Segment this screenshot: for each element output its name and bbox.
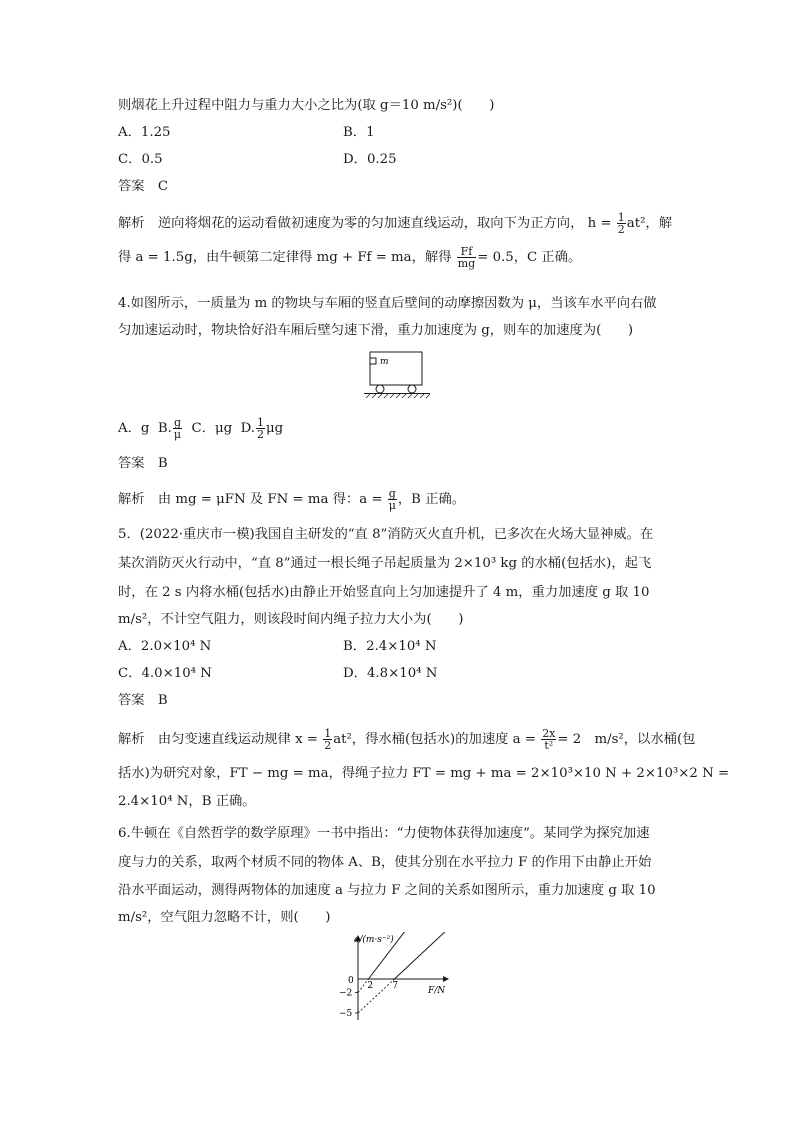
q3-exp-text2-tail: = 0.5，C 正确。 xyxy=(477,250,582,265)
q3-option-b: B．1 xyxy=(343,125,375,140)
q3-explanation-line1 xyxy=(118,212,672,235)
q5-stem-line1: 5．(2022·重庆市一模)我国自主研发的“直 8”消防灭火直升机，已多次在火场大显神威。在 xyxy=(118,527,654,542)
q3-option-a: A．1.25 xyxy=(118,125,171,140)
q5-answer: 答案 B xyxy=(118,693,168,708)
origin-label: 0 xyxy=(348,976,354,986)
series-a-line xyxy=(394,932,456,979)
q4-option-c: C．μg xyxy=(191,421,233,436)
wheel-rear xyxy=(376,385,384,393)
q4-stem-line2: 匀加速运动时，物块恰好沿车厢后壁匀速下滑，重力加速度为 g，则车的加速度为( ) xyxy=(118,323,634,338)
frac-denominator: μ xyxy=(388,499,396,512)
frac-numerator: 2x xyxy=(542,727,556,740)
frac-denominator: 2 xyxy=(324,739,332,752)
q3-exp-text-tail: at²，解 xyxy=(626,216,672,231)
block xyxy=(370,358,376,364)
y-axis-label: a/(m·s⁻²) xyxy=(354,935,394,945)
frac-numerator: Ff xyxy=(457,246,476,258)
q3-exp-fraction xyxy=(617,212,626,235)
q3-exp-h: h = xyxy=(587,216,612,231)
q5-option-a: A．2.0×10⁴ N xyxy=(118,639,212,654)
frac-numerator: g xyxy=(388,487,396,500)
frac-denominator: 2 xyxy=(617,223,625,236)
q5-option-d: D．4.8×10⁴ N xyxy=(343,666,438,681)
q5-exp-tail: = 2 m/s²，以水桶(包 xyxy=(557,732,696,747)
q4-exp-tail: ，B 正确。 xyxy=(397,492,466,507)
q5-exp-fraction1 xyxy=(323,728,332,751)
q3-exp-text2: 得 a = 1.5g，由牛顿第二定律得 mg + Ff = ma，解得 xyxy=(118,250,452,265)
x-tick-7: 7 xyxy=(392,981,399,991)
truck-box xyxy=(370,352,422,385)
q3-exp-fraction2 xyxy=(457,246,476,269)
y-tick-neg5: −5 xyxy=(339,1009,353,1019)
q3-explanation-line2 xyxy=(118,246,581,269)
q3-option-d: D．0.25 xyxy=(343,152,397,167)
frac-numerator: 1 xyxy=(257,416,265,429)
q4-answer: 答案 B xyxy=(118,456,168,471)
q6-stem-line1: 6.牛顿在《自然哲学的数学原理》一书中指出：“力使物体获得加速度”。某同学为探究加速 xyxy=(118,826,650,841)
x-axis-label: F/N xyxy=(428,986,446,996)
q5-stem-line2: 某次消防灭火行动中，“直 8”通过一根长绳子吊起质量为 2×10³ kg 的水桶(包括水)，起飞 xyxy=(118,556,652,571)
frac-numerator: 1 xyxy=(324,727,332,740)
q6-stem-line2: 度与力的关系，取两个材质不同的物体 A、B，使其分别在水平拉力 F 的作用下由静止开始 xyxy=(118,855,652,870)
frac-denominator: t² xyxy=(544,739,554,752)
q6-stem-line3: 沿水平面运动，测得两物体的加速度 a 与拉力 F 之间的关系如图所示，重力加速度 g 取 10 xyxy=(118,883,656,898)
q4-option-d-tail: μg xyxy=(266,421,284,436)
q4-option-d-fraction xyxy=(256,417,265,440)
wheel-front xyxy=(408,385,416,393)
q4-option-b-label: B. xyxy=(157,421,172,436)
q5-option-c: C．4.0×10⁴ N xyxy=(118,666,212,681)
block-label: m xyxy=(380,357,389,367)
q3-option-c: C．0.5 xyxy=(118,152,163,167)
q5-exp-text: 解析 由匀变速直线运动规律 x = xyxy=(118,732,318,747)
q5-exp-fraction2 xyxy=(541,728,556,751)
ground-hatch xyxy=(366,394,430,398)
y-tick-neg2: −2 xyxy=(339,988,353,999)
q4-stem-line1: 4.如图所示，一质量为 m 的物块与车厢的竖直后壁间的动摩擦因数为 μ，当该车水平向右做 xyxy=(118,296,657,311)
q3-stem: 则烟花上升过程中阻力与重力大小之比为(取 g＝10 m/s²)( ) xyxy=(118,98,495,113)
q5-stem-line4: m/s²，不计空气阻力，则该段时间内绳子拉力大小为( ) xyxy=(118,612,464,627)
series-a-dashed xyxy=(358,979,394,1013)
q5-explanation-line2: 括水)为研究对象，FT − mg = ma，得绳子拉力 FT = mg + ma = 2×10³×10 N + 2×10³×2 N = xyxy=(118,766,730,781)
q5-option-b: B．2.4×10⁴ N xyxy=(343,639,437,654)
q4-option-d-label: D. xyxy=(240,421,256,436)
frac-denominator: mg xyxy=(457,257,476,270)
q5-exp-mid: at²，得水桶(包括水)的加速度 a = xyxy=(333,732,536,747)
truck-figure xyxy=(362,346,434,400)
frac-numerator: g xyxy=(173,416,181,429)
q4-option-b-fraction xyxy=(173,417,182,440)
x-tick-2: 2 xyxy=(367,981,374,991)
q4-exp-text: 解析 由 mg = μFN 及 FN = ma 得：a = xyxy=(118,492,383,507)
q5-stem-line3: 时，在 2 s 内将水桶(包括水)由静止开始竖直向上匀加速提升了 4 m，重力加速度 g 取 10 xyxy=(118,585,650,600)
q4-explanation xyxy=(118,488,465,511)
q6-stem-line4: m/s²，空气阻力忽略不计，则( ) xyxy=(118,910,331,925)
frac-denominator: μ xyxy=(173,428,182,441)
q4-options xyxy=(118,417,283,440)
q6-chart xyxy=(336,932,462,1020)
q4-option-a: A．g xyxy=(118,421,150,436)
frac-numerator: 1 xyxy=(617,211,625,224)
q3-answer: 答案 C xyxy=(118,179,169,194)
q5-explanation-line3: 2.4×10⁴ N，B 正确。 xyxy=(118,794,256,809)
q5-explanation-line1 xyxy=(118,728,695,751)
frac-denominator: 2 xyxy=(257,428,265,441)
q4-exp-fraction xyxy=(388,488,397,511)
q3-exp-text: 解析 逆向将烟花的运动看做初速度为零的匀加速直线运动，取向下为正方向， xyxy=(118,216,584,231)
